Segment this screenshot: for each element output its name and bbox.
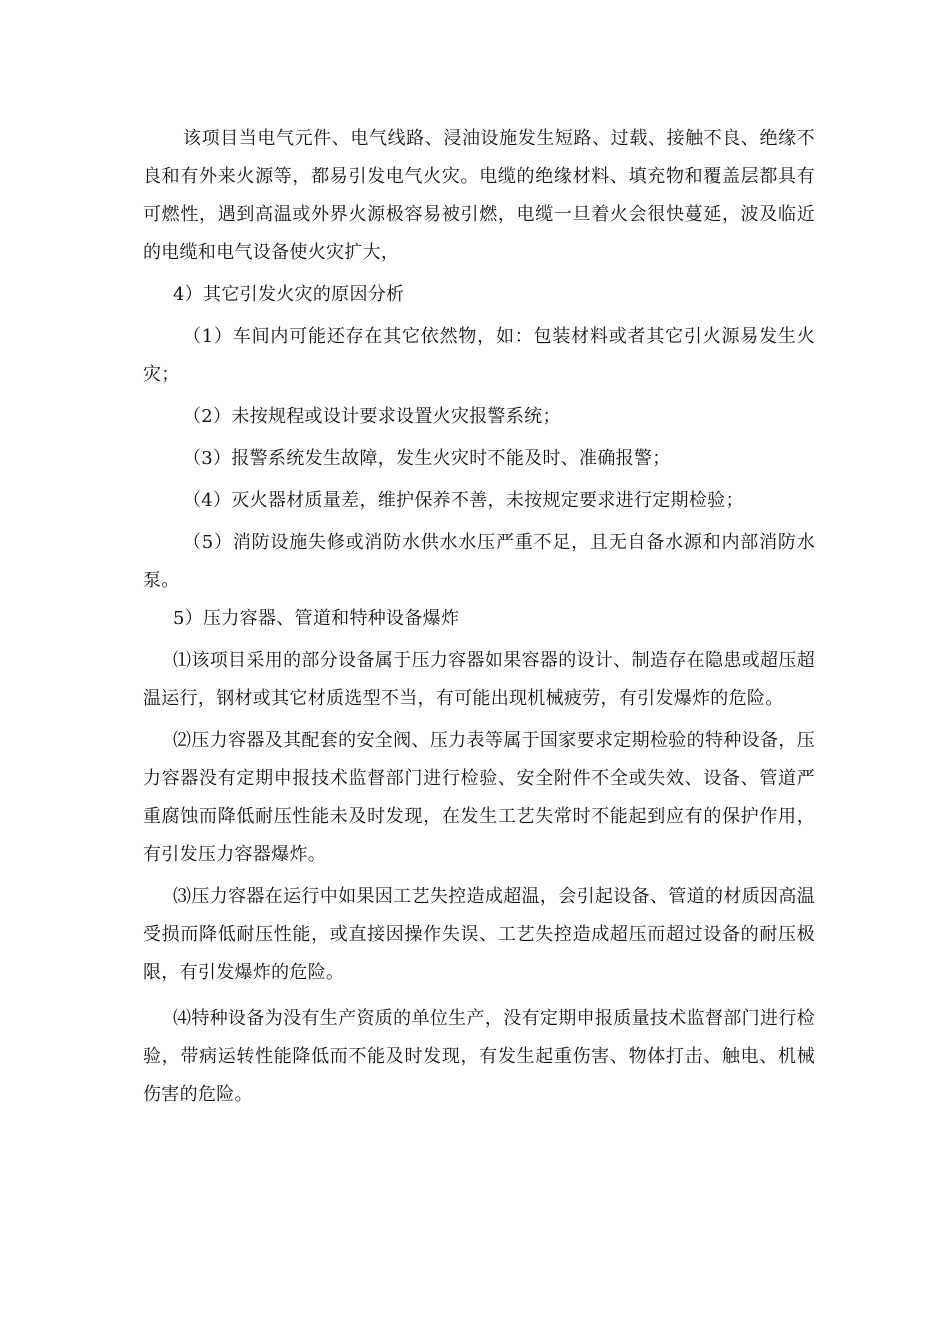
section-heading-pressure-vessel-explosion: 5）压力容器、管道和特种设备爆炸 — [173, 608, 460, 629]
list-item-fire-cause-5: （5）消防设施失修或消防水供水水压严重不足，且无自备水源和内部消防水泵。 — [143, 532, 815, 591]
document-body — [143, 120, 815, 1114]
list-item-explosion-2: ⑵压力容器及其配套的安全阀、压力表等属于国家要求定期检验的特种设备，压力容器没有定期申报技术监督部门进行检验、安全附件不全或失效、设备、管道严重腐蚀而降低耐压性能未及时发现，在发生工艺失常时不能起到应有的保护作用，有引发压力容器爆炸。 — [143, 730, 815, 865]
list-item-explosion-1: ⑴该项目采用的部分设备属于压力容器如果容器的设计、制造存在隐患或超压超温运行，钢材或其它材质选型不当，有可能出现机械疲劳，有引发爆炸的危险。 — [143, 650, 815, 709]
section-heading-other-fire-causes: 4）其它引发火灾的原因分析 — [173, 284, 405, 305]
paragraph-electrical-fire: 该项目当电气元件、电气线路、浸油设施发生短路、过载、接触不良、绝缘不良和有外来火源等，都易引发电气火灾。电缆的绝缘材料、填充物和覆盖层都具有可燃性，遇到高温或外界火源极容易被引燃，电缆一旦着火会很快蔓延，波及临近的电缆和电气设备使火灾扩大， — [143, 128, 815, 263]
list-item-fire-cause-3: （3）报警系统发生故障，发生火灾时不能及时、准确报警； — [183, 448, 671, 469]
list-item-fire-cause-4: （4）灭火器材质量差，维护保养不善，未按规定要求进行定期检验； — [183, 490, 744, 511]
list-item-explosion-3: ⑶压力容器在运行中如果因工艺失控造成超温，会引起设备、管道的材质因高温受损而降低耐压性能，或直接因操作失误、工艺失控造成超压而超过设备的耐压极限，有引发爆炸的危险。 — [143, 886, 815, 983]
list-item-explosion-4: ⑷特种设备为没有生产资质的单位生产，没有定期申报质量技术监督部门进行检验，带病运转性能降低而不能及时发现，有发生起重伤害、物体打击、触电、机械伤害的危险。 — [143, 1008, 815, 1105]
list-item-fire-cause-1: （1）车间内可能还存在其它依然物，如：包装材料或者其它引火源易发生火灾； — [143, 326, 815, 385]
list-item-fire-cause-2: （2）未按规程或设计要求设置火灾报警系统； — [183, 406, 561, 427]
